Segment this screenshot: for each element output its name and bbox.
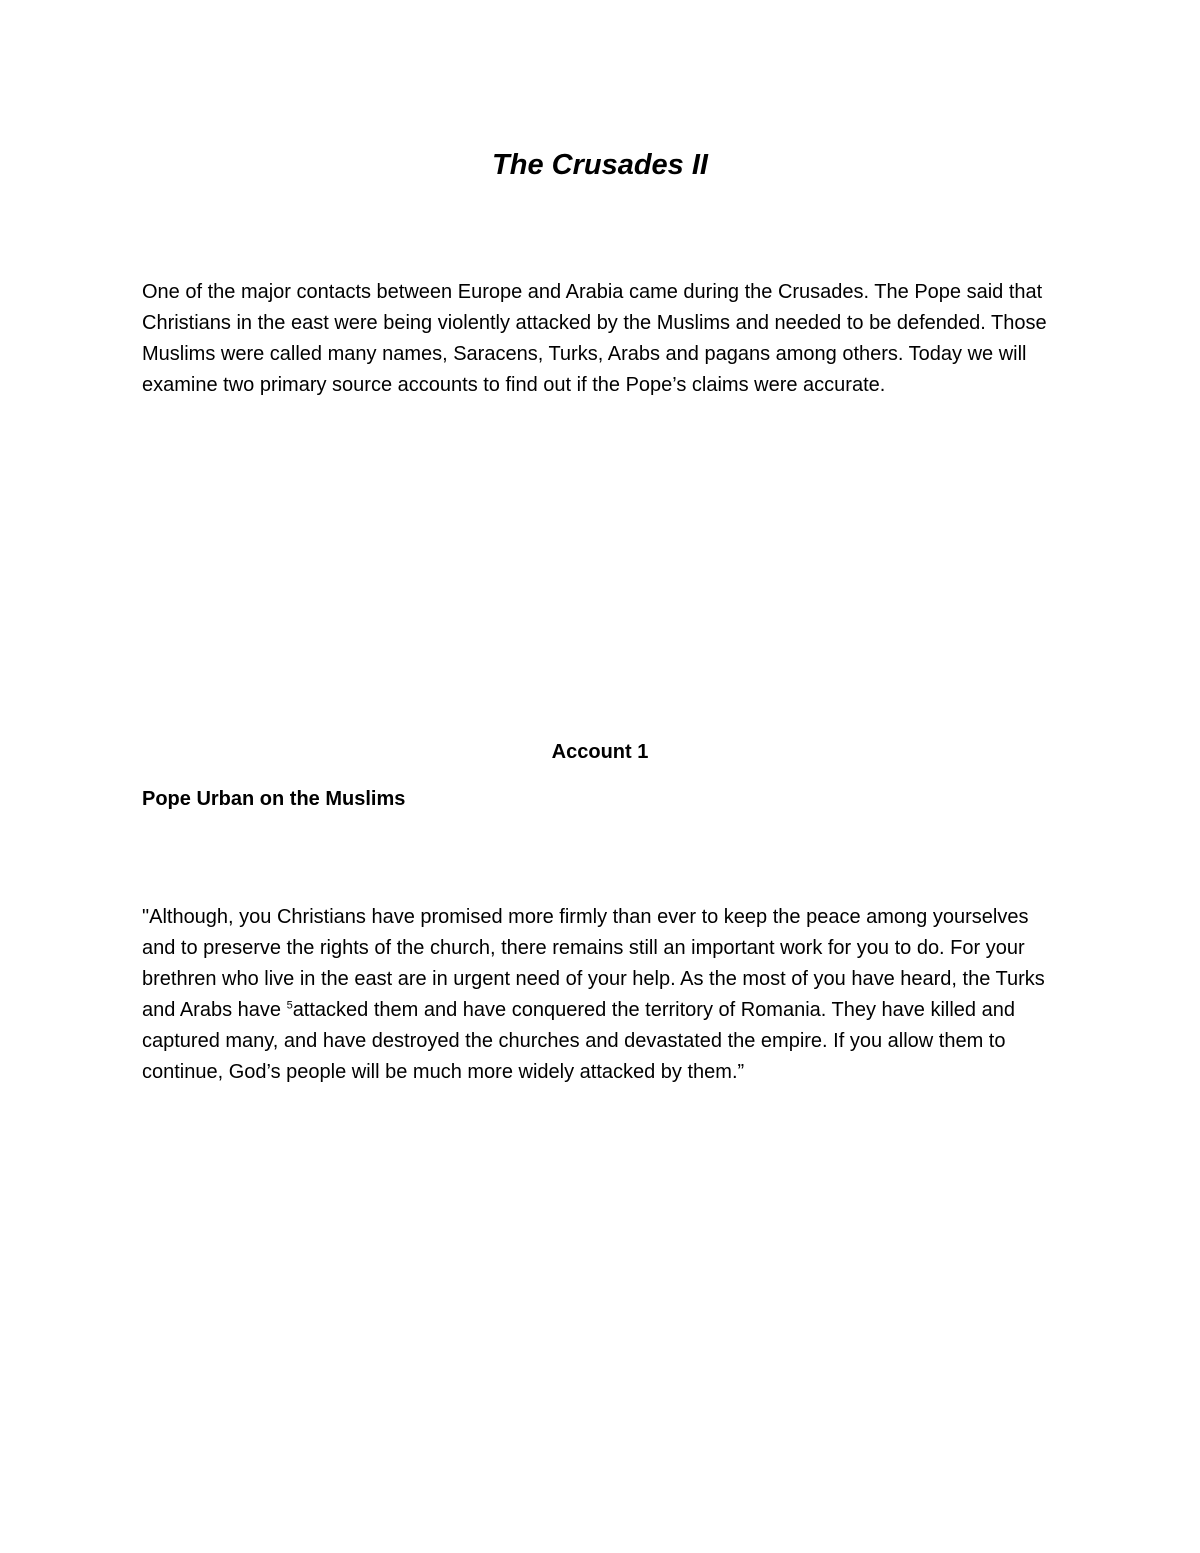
quote-paragraph [142,902,1067,1088]
quote-text-part-1: "Although, you Christians have promised more firmly than ever to keep the peace among yourselves and to preserve the rights of the church, there remains still an important work for you to do. For your brethren who live in the east are in urgent need of your help. As the most of you have heard, the Turks and Arabs have [142,906,1045,1021]
footnote-marker: 5 [286,999,293,1012]
source-heading: Pope Urban on the Muslims [142,788,406,810]
intro-paragraph: One of the major contacts between Europe and Arabia came during the Crusades. The Pope said that Christians in the east were being violently attacked by the Muslims and needed to be defended. Those Muslims were called many names, Saracens, Turks, Arabs and pagans among others. Today we will examine two primary source accounts to find out if the Pope’s claims were accurate. [142,281,1047,396]
quote-text-part-2: attacked them and have conquered the territory of Romania. They have killed and captured many, and have destroyed the churches and devastated the empire. If you allow them to continue, God’s people will be much more widely attacked by them.” [142,999,1015,1083]
account-heading: Account 1 [551,741,649,763]
document-title: The Crusades II [492,149,708,181]
